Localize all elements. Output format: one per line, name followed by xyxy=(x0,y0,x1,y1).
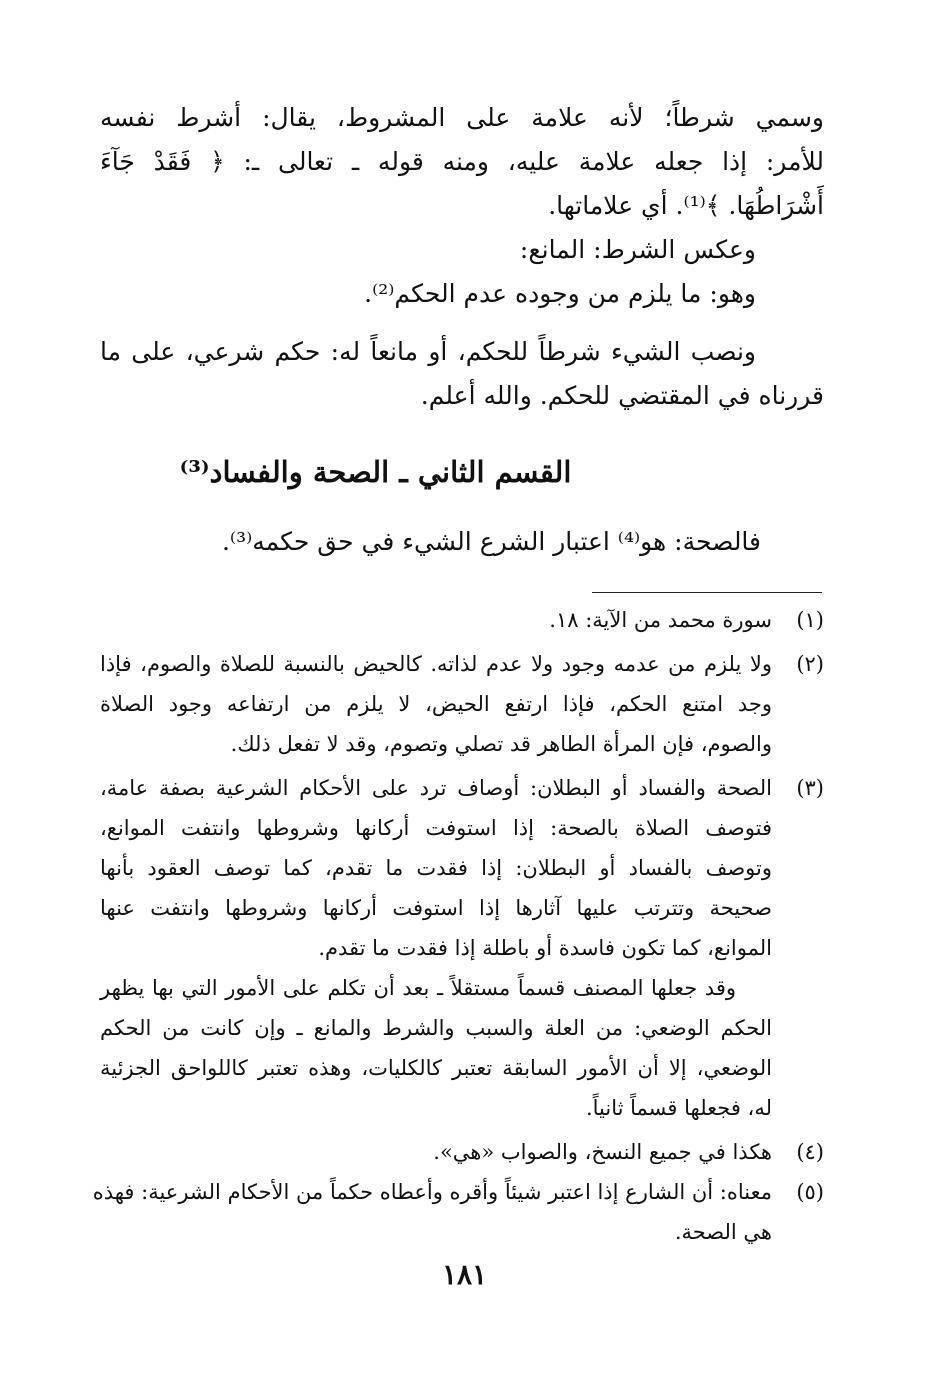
footnote-line: له، فجعلها قسماً ثانياً. xyxy=(585,1096,772,1120)
footnote-number: (٥) xyxy=(796,1180,824,1204)
body-line: ونصب الشيء شرطاً للحكم، أو مانعاً له: حكم شرعي، على ما xyxy=(100,337,756,366)
section-heading: القسم الثاني ـ الصحة والفساد⁽³⁾ xyxy=(179,455,572,489)
footnote-line: وقد جعلها المصنف قسماً مستقلاً ـ بعد أن تكلم على الأمور التي بها يظهر xyxy=(100,976,736,1000)
definition-line: فالصحة: هو⁽⁴⁾ اعتبار الشرع الشيء في حق حكمه⁽³⁾. xyxy=(221,527,761,556)
page-number: ١٨١ xyxy=(441,1258,488,1291)
footnote-number: (٤) xyxy=(796,1140,824,1164)
body-line: وعكس الشرط: المانع: xyxy=(519,235,756,264)
footnote-1 xyxy=(100,600,824,640)
footnote-number: (٢) xyxy=(796,652,824,676)
footnote-4 xyxy=(100,1132,824,1172)
footnote-line: صحيحة وتترتب عليها آثارها إذا استوفت أركانها وشروطها وانتفت عنها xyxy=(100,896,772,920)
footnote-3 xyxy=(100,768,824,1128)
footnote-line: هكذا في جميع النسخ، والصواب «هي». xyxy=(433,1140,772,1164)
footnotes xyxy=(92,600,824,1252)
footnote-line: وتوصف بالفساد أو البطلان: إذا فقدت ما تقدم، كما توصف العقود بأنها xyxy=(100,856,772,880)
footnote-line: فتوصف الصلاة بالصحة: إذا استوفت أركانها وشروطها وانتفت الموانع، xyxy=(100,816,772,840)
footnote-line: الصحة والفساد أو البطلان: أوصاف ترد على الأحكام الشرعية بصفة عامة، xyxy=(100,776,772,800)
footnote-line: معناه: أن الشارع إذا اعتبر شيئاً وأقره وأعطاه حكماً من الأحكام الشرعية: فهذه xyxy=(92,1180,772,1204)
body-line: قررناه في المقتضي للحكم. والله أعلم. xyxy=(420,381,824,410)
footnote-line: سورة محمد من الآية: ١٨. xyxy=(549,608,772,632)
footnote-2 xyxy=(100,644,824,764)
body-line: وهو: ما يلزم من وجوده عدم الحكم⁽²⁾. xyxy=(364,279,756,308)
body-line: أَشْرَاطُهَا. ﴾⁽¹⁾. أي علاماتها. xyxy=(548,191,824,220)
footnote-separator xyxy=(592,592,822,593)
body-line: للأمر: إذا جعله علامة عليه، ومنه قوله ـ تعالى ـ: ﴿ فَقَدْ جَآءَ xyxy=(100,147,824,176)
footnote-line: الحكم الوضعي: من العلة والسبب والشرط والمانع ـ وإن كانت من الحكم xyxy=(100,1016,772,1040)
main-text xyxy=(100,96,824,418)
footnote-line: ولا يلزم من عدمه وجود ولا عدم لذاته. كالحيض بالنسبة للصلاة والصوم، فإذا xyxy=(100,652,772,676)
footnote-line: الوضعي، إلا أن الأمور السابقة تعتبر كالكليات، وهذه تعتبر كاللواحق الجزئية xyxy=(100,1056,772,1080)
footnote-number: (١) xyxy=(796,608,824,632)
footnote-line: الموانع، كما تكون فاسدة أو باطلة إذا فقدت ما تقدم. xyxy=(318,936,772,960)
footnote-line: هي الصحة. xyxy=(674,1220,772,1244)
footnote-line: والصوم، فإن المرأة الطاهر قد تصلي وتصوم، وقد لا تفعل ذلك. xyxy=(230,732,772,756)
footnote-number: (٣) xyxy=(796,776,824,800)
footnote-5 xyxy=(92,1172,824,1252)
footnote-line: وجد امتنع الحكم، فإذا ارتفع الحيض، لا يلزم من ارتفاعه وجود الصلاة xyxy=(100,692,772,716)
body-line: وسمي شرطاً؛ لأنه علامة على المشروط، يقال: أشرط نفسه xyxy=(100,103,824,132)
